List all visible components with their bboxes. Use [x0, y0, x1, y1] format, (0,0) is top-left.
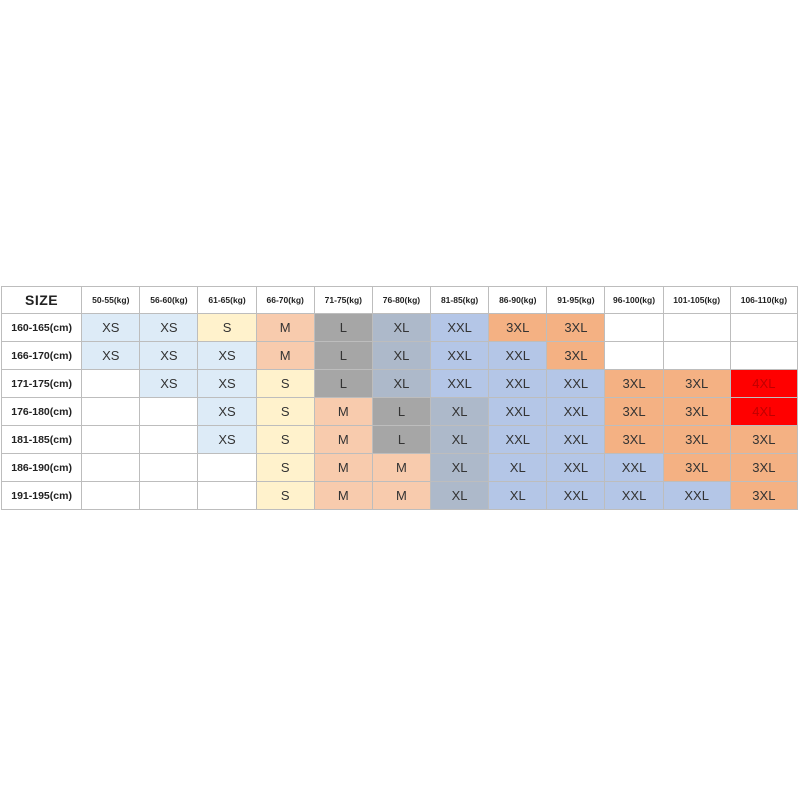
size-cell: L — [314, 342, 372, 370]
size-cell: 3XL — [547, 314, 605, 342]
size-cell: XXL — [431, 342, 489, 370]
weight-column-header: 86-90(kg) — [489, 287, 547, 314]
size-cell: 4XL — [730, 398, 797, 426]
size-cell: XL — [489, 454, 547, 482]
size-cell: 3XL — [547, 342, 605, 370]
size-cell: 3XL — [663, 398, 730, 426]
size-cell: M — [256, 342, 314, 370]
size-cell: XL — [372, 342, 430, 370]
table-row — [2, 342, 798, 370]
size-cell — [82, 398, 140, 426]
weight-column-header: 71-75(kg) — [314, 287, 372, 314]
height-row-header: 181-185(cm) — [2, 426, 82, 454]
size-cell: XS — [198, 426, 256, 454]
size-cell: S — [256, 398, 314, 426]
size-cell: XS — [140, 314, 198, 342]
height-row-header: 171-175(cm) — [2, 370, 82, 398]
size-cell: M — [314, 454, 372, 482]
size-cell — [730, 342, 797, 370]
size-cell: XL — [431, 454, 489, 482]
size-cell: XL — [372, 370, 430, 398]
header-row — [2, 287, 798, 314]
height-row-header: 160-165(cm) — [2, 314, 82, 342]
size-cell — [605, 314, 663, 342]
table-row — [2, 426, 798, 454]
size-cell: XS — [82, 314, 140, 342]
weight-column-header: 96-100(kg) — [605, 287, 663, 314]
size-cell — [663, 314, 730, 342]
size-cell: L — [314, 370, 372, 398]
size-cell: M — [372, 454, 430, 482]
size-cell: 3XL — [730, 454, 797, 482]
size-cell: L — [314, 314, 372, 342]
size-cell: XXL — [663, 482, 730, 510]
size-cell: XS — [82, 342, 140, 370]
table-row — [2, 398, 798, 426]
size-cell: S — [256, 370, 314, 398]
size-cell: M — [256, 314, 314, 342]
size-cell: XXL — [431, 370, 489, 398]
weight-column-header: 91-95(kg) — [547, 287, 605, 314]
size-cell — [82, 370, 140, 398]
size-cell: XXL — [547, 426, 605, 454]
size-cell — [140, 398, 198, 426]
size-cell: XS — [140, 370, 198, 398]
height-row-header: 186-190(cm) — [2, 454, 82, 482]
height-row-header: 166-170(cm) — [2, 342, 82, 370]
weight-column-header: 61-65(kg) — [198, 287, 256, 314]
size-cell: S — [256, 454, 314, 482]
size-cell: M — [314, 398, 372, 426]
size-cell — [140, 426, 198, 454]
size-cell: XXL — [605, 482, 663, 510]
size-cell: XXL — [489, 426, 547, 454]
weight-column-header: 81-85(kg) — [431, 287, 489, 314]
size-cell: XL — [431, 426, 489, 454]
size-cell: L — [372, 398, 430, 426]
weight-column-header: 101-105(kg) — [663, 287, 730, 314]
size-cell: M — [314, 426, 372, 454]
size-cell — [198, 454, 256, 482]
size-cell — [663, 342, 730, 370]
weight-column-header: 50-55(kg) — [82, 287, 140, 314]
size-cell: 3XL — [605, 370, 663, 398]
size-cell: S — [198, 314, 256, 342]
size-cell: XXL — [489, 370, 547, 398]
size-cell: XXL — [547, 482, 605, 510]
size-cell: XS — [140, 342, 198, 370]
size-cell — [605, 342, 663, 370]
size-cell — [82, 454, 140, 482]
weight-column-header: 66-70(kg) — [256, 287, 314, 314]
size-cell: M — [314, 482, 372, 510]
size-cell — [82, 482, 140, 510]
size-cell: 3XL — [663, 370, 730, 398]
size-cell: XXL — [431, 314, 489, 342]
weight-column-header: 76-80(kg) — [372, 287, 430, 314]
weight-column-header: 56-60(kg) — [140, 287, 198, 314]
height-row-header: 176-180(cm) — [2, 398, 82, 426]
size-cell: XXL — [547, 454, 605, 482]
size-cell: XXL — [489, 398, 547, 426]
size-cell — [82, 426, 140, 454]
size-cell: S — [256, 482, 314, 510]
corner-label: SIZE — [2, 287, 82, 314]
size-cell: XS — [198, 342, 256, 370]
size-cell — [140, 482, 198, 510]
size-chart-body — [2, 314, 798, 510]
size-cell: XL — [489, 482, 547, 510]
size-cell: XXL — [547, 370, 605, 398]
size-cell: L — [372, 426, 430, 454]
size-cell — [198, 482, 256, 510]
size-cell: 3XL — [605, 398, 663, 426]
table-row — [2, 454, 798, 482]
weight-column-header: 106-110(kg) — [730, 287, 797, 314]
size-cell: M — [372, 482, 430, 510]
size-cell: 3XL — [605, 426, 663, 454]
size-cell: 3XL — [663, 426, 730, 454]
size-cell — [140, 454, 198, 482]
size-cell: XL — [431, 398, 489, 426]
height-row-header: 191-195(cm) — [2, 482, 82, 510]
size-cell — [730, 314, 797, 342]
table-row — [2, 314, 798, 342]
size-cell: XL — [431, 482, 489, 510]
size-cell: 3XL — [663, 454, 730, 482]
size-cell: 3XL — [730, 426, 797, 454]
size-cell: 4XL — [730, 370, 797, 398]
size-cell: S — [256, 426, 314, 454]
size-cell: XXL — [489, 342, 547, 370]
size-cell: 3XL — [489, 314, 547, 342]
table-row — [2, 370, 798, 398]
table-row — [2, 482, 798, 510]
size-chart-table — [1, 286, 798, 510]
size-cell: XXL — [605, 454, 663, 482]
size-cell: XXL — [547, 398, 605, 426]
size-cell: XS — [198, 398, 256, 426]
size-cell: XL — [372, 314, 430, 342]
size-cell: 3XL — [730, 482, 797, 510]
size-cell: XS — [198, 370, 256, 398]
